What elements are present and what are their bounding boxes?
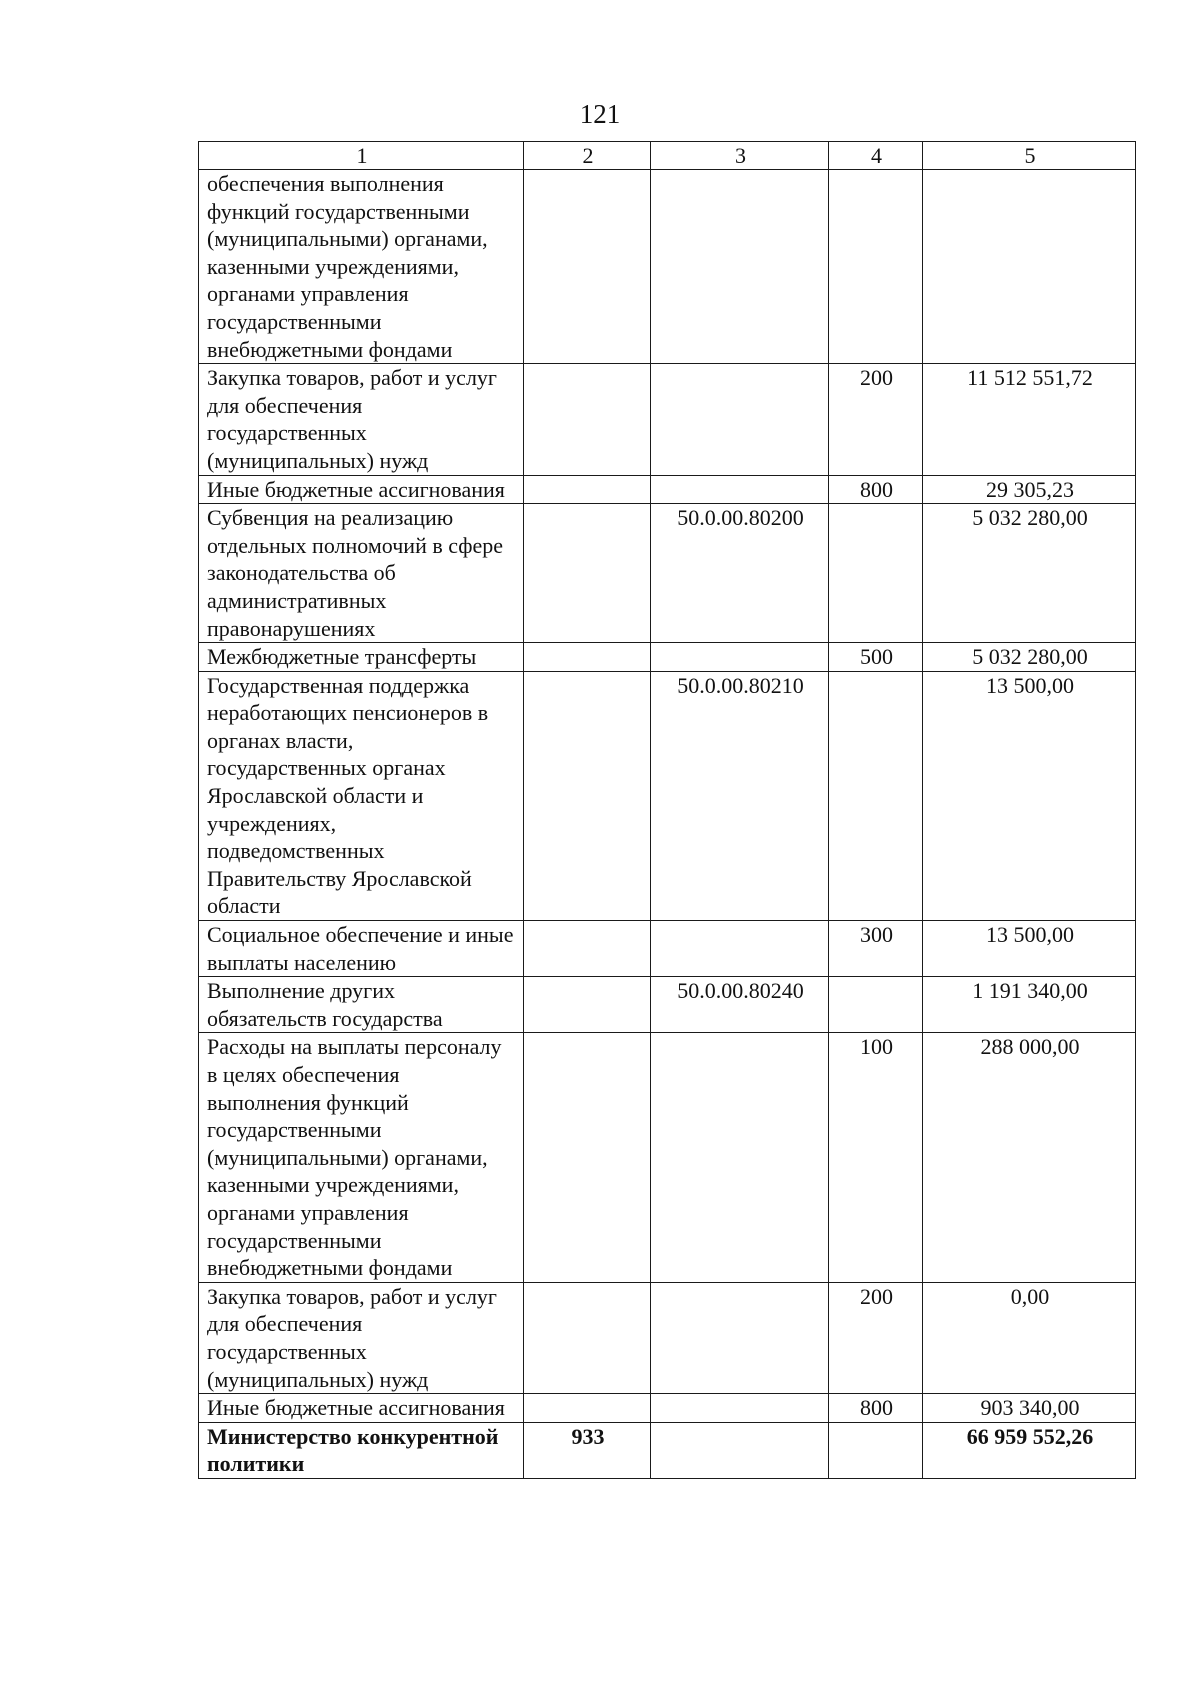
name-cell: Закупка товаров, работ и услуг для обеспечения государственных (муниципальных) нужд — [199, 364, 524, 475]
name-cell: обеспечения выполнения функций государственными (муниципальными) органами, казенными учреждениями, органами управления государственными внебюджетными фондами — [199, 170, 524, 364]
target-article-cell — [651, 1394, 829, 1423]
target-article-cell: 50.0.00.80200 — [651, 504, 829, 643]
amount-cell: 5 032 280,00 — [923, 643, 1136, 672]
expense-type-cell: 200 — [829, 1282, 923, 1393]
table-row — [199, 1422, 1136, 1478]
amount-cell: 11 512 551,72 — [923, 364, 1136, 475]
expense-type-cell: 800 — [829, 475, 923, 504]
table-row — [199, 1033, 1136, 1282]
table-row — [199, 921, 1136, 977]
expense-type-cell — [829, 1422, 923, 1478]
amount-cell: 0,00 — [923, 1282, 1136, 1393]
name-cell: Министерство конкурентной политики — [199, 1422, 524, 1478]
section-code-cell — [524, 504, 651, 643]
target-article-cell: 50.0.00.80210 — [651, 671, 829, 920]
name-cell: Государственная поддержка неработающих пенсионеров в органах власти, государственных органах Ярославской области и учреждениях, подведомственных Правительству Ярославской области — [199, 671, 524, 920]
page-number: 121 — [579, 99, 621, 129]
expense-type-cell — [829, 977, 923, 1033]
name-cell: Иные бюджетные ассигнования — [199, 475, 524, 504]
column-header-1: 1 — [199, 142, 524, 170]
section-code-cell — [524, 1033, 651, 1282]
name-cell: Расходы на выплаты персоналу в целях обеспечения выполнения функций государственными (муниципальными) органами, казенными учреждениями, органами управления государственными внебюджетными фондами — [199, 1033, 524, 1282]
expense-type-cell: 500 — [829, 643, 923, 672]
expense-type-cell: 200 — [829, 364, 923, 475]
target-article-cell — [651, 1282, 829, 1393]
section-code-cell — [524, 921, 651, 977]
column-header-5: 5 — [923, 142, 1136, 170]
section-code-cell — [524, 475, 651, 504]
section-code-cell — [524, 1282, 651, 1393]
table-row — [199, 977, 1136, 1033]
amount-cell: 5 032 280,00 — [923, 504, 1136, 643]
table-row — [199, 643, 1136, 672]
amount-cell: 66 959 552,26 — [923, 1422, 1136, 1478]
section-code-cell — [524, 977, 651, 1033]
section-code-cell — [524, 671, 651, 920]
table-row — [199, 1394, 1136, 1423]
table-body — [199, 170, 1136, 1479]
section-code-cell: 933 — [524, 1422, 651, 1478]
column-number-row — [199, 142, 1136, 170]
expense-type-cell — [829, 170, 923, 364]
target-article-cell — [651, 921, 829, 977]
column-header-3: 3 — [651, 142, 829, 170]
table-row — [199, 475, 1136, 504]
target-article-cell — [651, 643, 829, 672]
section-code-cell — [524, 364, 651, 475]
name-cell: Закупка товаров, работ и услуг для обеспечения государственных (муниципальных) нужд — [199, 1282, 524, 1393]
expense-type-cell: 300 — [829, 921, 923, 977]
name-cell: Иные бюджетные ассигнования — [199, 1394, 524, 1423]
target-article-cell — [651, 170, 829, 364]
expense-type-cell: 800 — [829, 1394, 923, 1423]
amount-cell: 13 500,00 — [923, 671, 1136, 920]
target-article-cell — [651, 1422, 829, 1478]
table-row — [199, 364, 1136, 475]
budget-table — [198, 141, 1136, 1479]
target-article-cell: 50.0.00.80240 — [651, 977, 829, 1033]
section-code-cell — [524, 170, 651, 364]
column-header-4: 4 — [829, 142, 923, 170]
amount-cell: 1 191 340,00 — [923, 977, 1136, 1033]
amount-cell: 13 500,00 — [923, 921, 1136, 977]
expense-type-cell: 100 — [829, 1033, 923, 1282]
table-row — [199, 504, 1136, 643]
column-header-2: 2 — [524, 142, 651, 170]
amount-cell: 903 340,00 — [923, 1394, 1136, 1423]
table-row — [199, 170, 1136, 364]
target-article-cell — [651, 475, 829, 504]
name-cell: Межбюджетные трансферты — [199, 643, 524, 672]
amount-cell: 288 000,00 — [923, 1033, 1136, 1282]
name-cell: Выполнение других обязательств государства — [199, 977, 524, 1033]
table-row — [199, 671, 1136, 920]
name-cell: Социальное обеспечение и иные выплаты населению — [199, 921, 524, 977]
amount-cell — [923, 170, 1136, 364]
name-cell: Субвенция на реализацию отдельных полномочий в сфере законодательства об административных правонарушениях — [199, 504, 524, 643]
target-article-cell — [651, 364, 829, 475]
section-code-cell — [524, 643, 651, 672]
amount-cell: 29 305,23 — [923, 475, 1136, 504]
expense-type-cell — [829, 671, 923, 920]
target-article-cell — [651, 1033, 829, 1282]
section-code-cell — [524, 1394, 651, 1423]
expense-type-cell — [829, 504, 923, 643]
table-row — [199, 1282, 1136, 1393]
